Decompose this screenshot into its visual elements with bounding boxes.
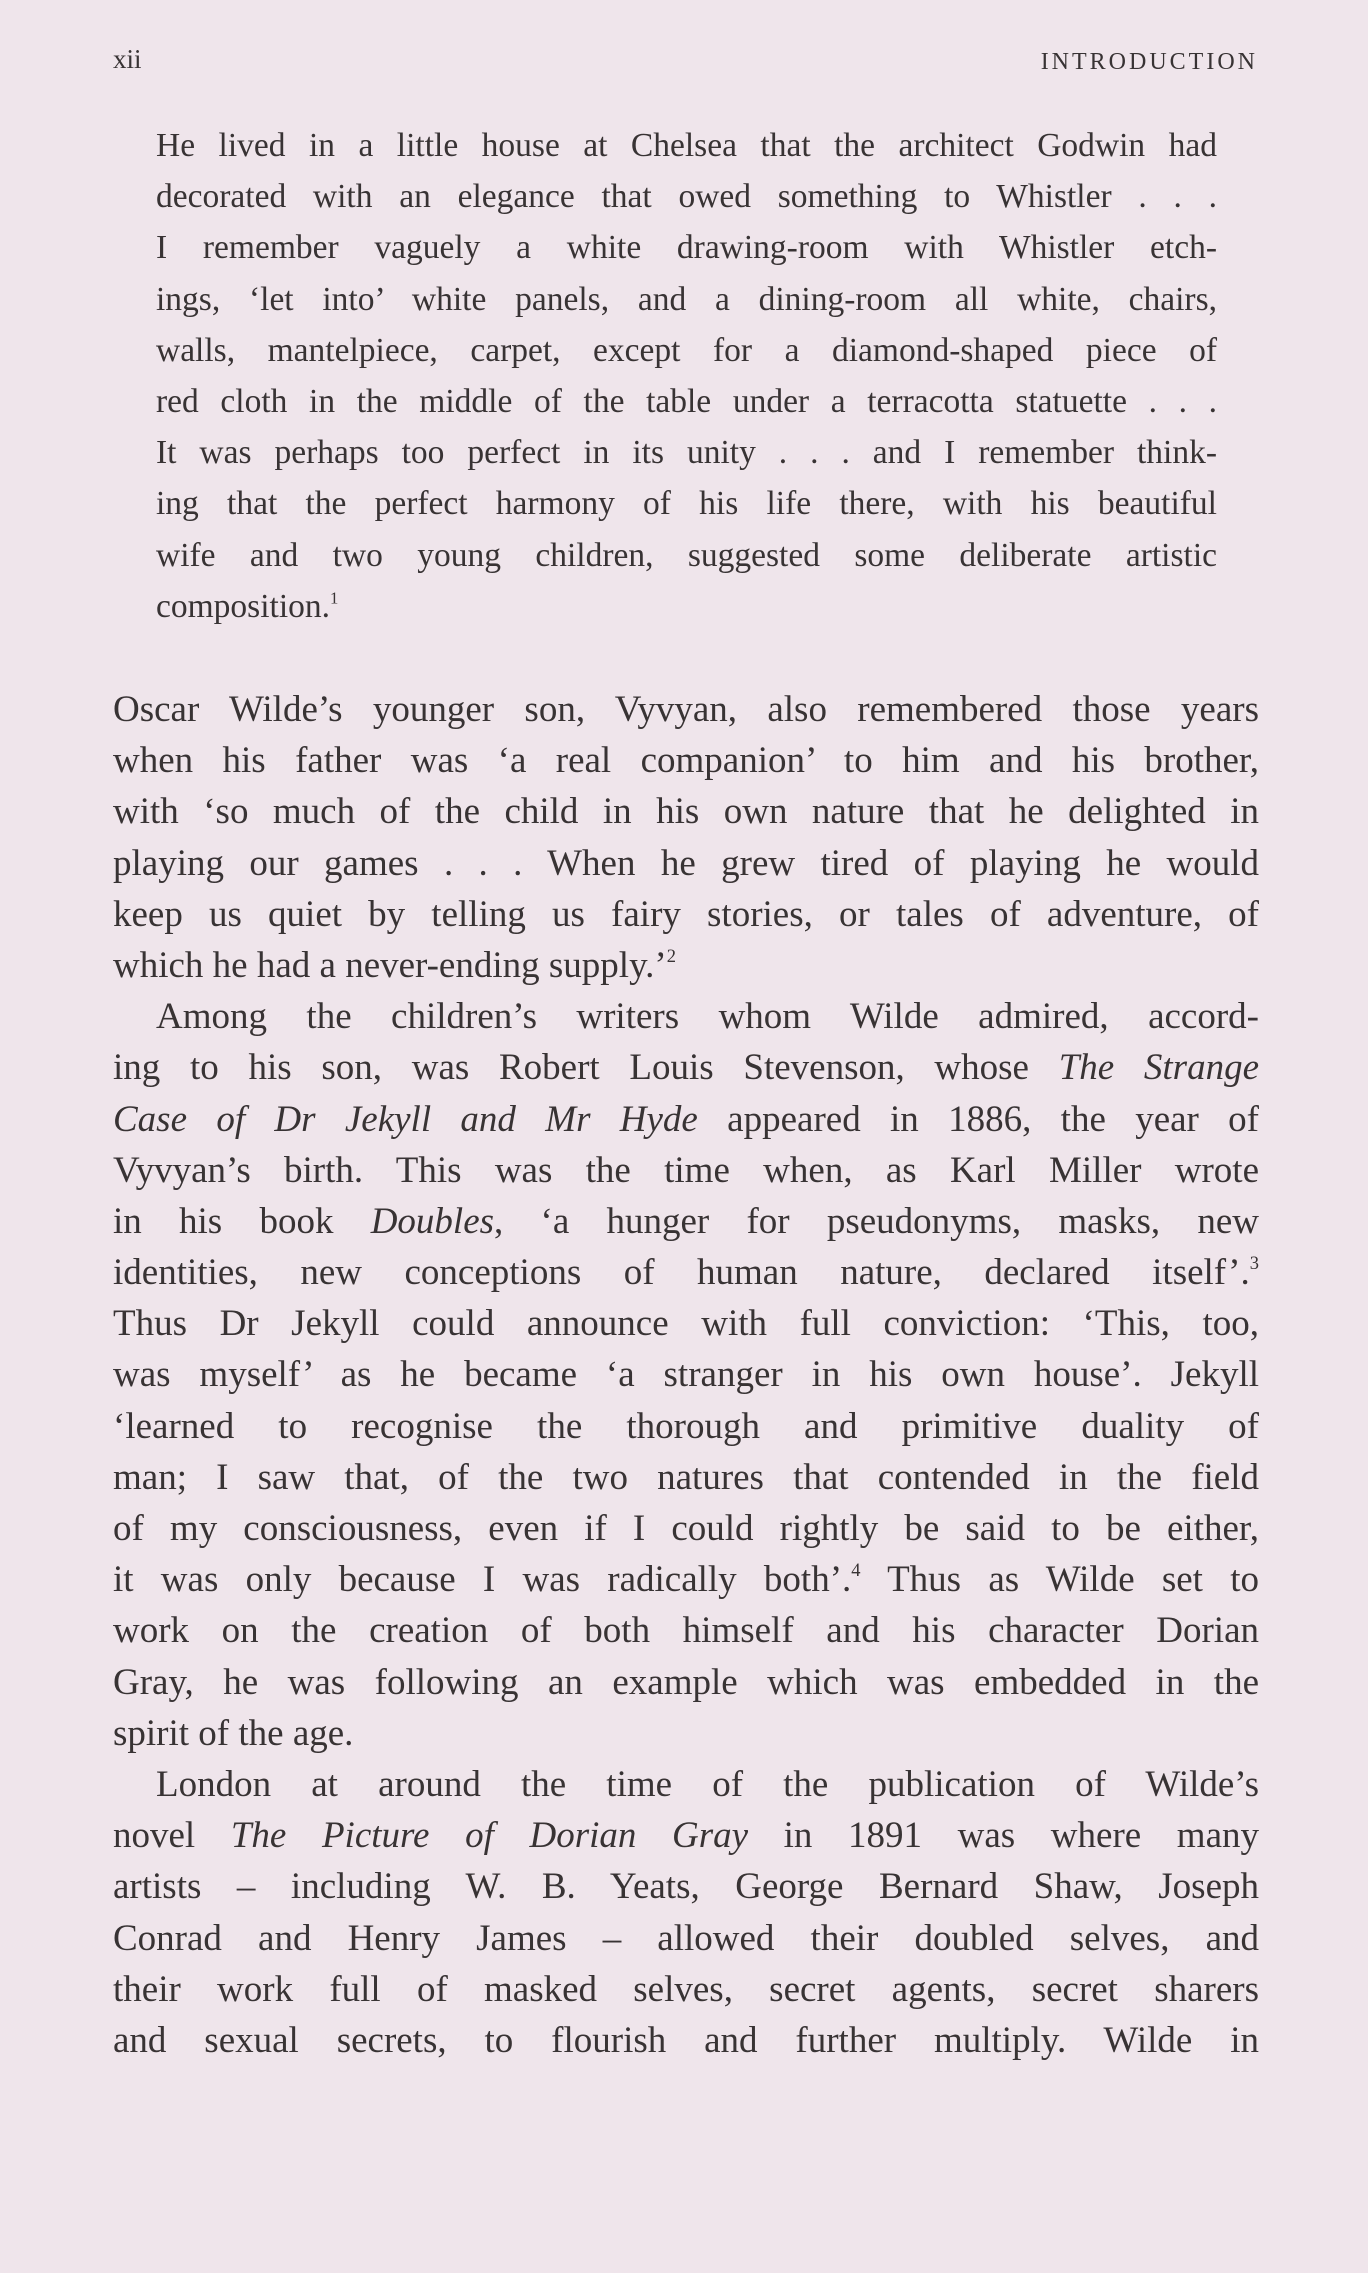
text-run: appeared in 1886, the year of — [697, 1098, 1260, 1140]
italic-title: Doubles — [370, 1200, 495, 1242]
text-line — [113, 1247, 1259, 1298]
text-run: with ‘so much of the child in his own nature that he delighted in — [113, 791, 1259, 833]
text-line — [113, 1503, 1259, 1554]
text-run: work on the creation of both himself and his character Dorian — [113, 1610, 1259, 1652]
text-line — [156, 478, 1217, 529]
text-run: ing to his son, was Robert Louis Stevenson, whose — [113, 1047, 1059, 1089]
text-run: Vyvyan’s birth. This was the time when, as Karl Miller wrote — [113, 1149, 1259, 1191]
text-run: red cloth in the middle of the table under a terracotta statuette . . . — [156, 382, 1217, 420]
text-run: when his father was ‘a real companion’ to him and his brother, — [113, 740, 1259, 782]
text-line — [113, 1861, 1259, 1912]
text-line — [113, 1094, 1259, 1145]
text-line — [113, 1759, 1259, 1810]
text-line — [113, 2015, 1259, 2066]
text-run: and sexual secrets, to flourish and further multiply. Wilde in — [113, 2019, 1259, 2061]
text-line — [156, 581, 1217, 632]
text-line — [113, 1708, 1259, 1759]
text-line — [113, 1605, 1259, 1656]
text-line — [113, 1913, 1259, 1964]
text-line — [113, 1349, 1259, 1400]
text-line — [156, 530, 1217, 581]
text-line — [156, 274, 1217, 325]
text-run: which he had a never-ending supply.’ — [113, 944, 667, 986]
text-run: their work full of masked selves, secret agents, secret sharers — [113, 1968, 1259, 2010]
text-line — [156, 325, 1217, 376]
text-line — [113, 1657, 1259, 1708]
text-run: in his book — [113, 1200, 371, 1242]
text-run: identities, new conceptions of human nature, declared itself’. — [113, 1252, 1250, 1294]
italic-title: Case of Dr Jekyll and Mr Hyde — [113, 1098, 698, 1140]
text-line — [113, 1554, 1259, 1605]
text-run: man; I saw that, of the two natures that contended in the field — [113, 1456, 1259, 1498]
text-line — [113, 1196, 1259, 1247]
text-run: composition. — [156, 587, 331, 625]
text-line — [113, 1298, 1259, 1349]
text-line — [156, 376, 1217, 427]
footnote-marker: 4 — [851, 1561, 861, 1582]
text-line — [113, 1964, 1259, 2015]
footnote-marker: 1 — [330, 588, 339, 608]
text-run: of my consciousness, even if I could rightly be said to be either, — [113, 1508, 1259, 1549]
text-run: keep us quiet by telling us fairy stories, or tales of adventure, of — [113, 893, 1259, 935]
running-title: INTRODUCTION — [1040, 49, 1258, 75]
text-line — [113, 1145, 1259, 1196]
text-run: London at around the time of the publication of Wilde’s — [156, 1763, 1259, 1805]
text-run: He lived in a little house at Chelsea that the architect Godwin had — [156, 127, 1217, 164]
text-run: Among the children’s writers whom Wilde admired, accord- — [156, 996, 1259, 1038]
text-run: , ‘a hunger for pseudonyms, masks, new — [494, 1200, 1259, 1242]
text-run: it was only because I was radically both’. — [113, 1559, 852, 1601]
text-line — [113, 735, 1259, 786]
text-run: I remember vaguely a white drawing-room with Whistler etch- — [156, 229, 1217, 267]
text-run: novel — [113, 1815, 231, 1857]
text-line — [156, 171, 1217, 222]
text-run: decorated with an elegance that owed something to Whistler . . . — [156, 178, 1217, 216]
text-line — [156, 427, 1217, 478]
page-number: xii — [113, 44, 142, 74]
footnote-marker: 3 — [1249, 1254, 1259, 1275]
text-line — [156, 222, 1217, 273]
body-text — [113, 684, 1259, 2066]
text-run: It was perhaps too perfect in its unity . . . and I remember think- — [156, 434, 1217, 472]
italic-title: The Picture of Dorian Gray — [230, 1815, 749, 1857]
text-line — [113, 1810, 1259, 1861]
text-run: walls, mantelpiece, carpet, except for a diamond-shaped piece of — [156, 331, 1217, 369]
text-run: Conrad and Henry James – allowed their doubled selves, and — [113, 1917, 1259, 1959]
text-run: Oscar Wilde’s younger son, Vyvyan, also remembered those years — [113, 689, 1259, 730]
text-line — [113, 684, 1259, 735]
text-run: Gray, he was following an example which was embedded in the — [113, 1661, 1259, 1703]
text-run: in 1891 was where many — [748, 1815, 1259, 1857]
text-line — [113, 838, 1259, 889]
italic-title: The Strange — [1058, 1047, 1259, 1089]
text-run: spirit of the age. — [113, 1712, 354, 1754]
text-line — [113, 1452, 1259, 1503]
text-run: Thus as Wilde set to — [860, 1559, 1259, 1601]
text-line — [113, 1042, 1259, 1093]
text-run: wife and two young children, suggested some deliberate artistic — [156, 536, 1217, 574]
text-line — [113, 786, 1259, 837]
text-run: playing our games . . . When he grew tired of playing he would — [113, 842, 1259, 884]
text-run: ings, ‘let into’ white panels, and a dining-room all white, chairs, — [156, 280, 1217, 318]
text-run: Thus Dr Jekyll could announce with full conviction: ‘This, too, — [113, 1303, 1259, 1345]
text-run: artists – including W. B. Yeats, George Bernard Shaw, Joseph — [113, 1866, 1259, 1908]
text-line — [113, 991, 1259, 1042]
footnote-marker: 2 — [666, 947, 676, 968]
text-run: ing that the perfect harmony of his life there, with his beautiful — [156, 485, 1217, 523]
text-line — [113, 889, 1259, 940]
block-quote — [156, 120, 1217, 632]
text-line — [113, 1401, 1259, 1452]
text-run: ‘learned to recognise the thorough and primitive duality of — [113, 1405, 1259, 1447]
text-line — [156, 120, 1217, 171]
text-line — [113, 940, 1259, 991]
text-run: was myself’ as he became ‘a stranger in his own house’. Jekyll — [113, 1354, 1259, 1396]
